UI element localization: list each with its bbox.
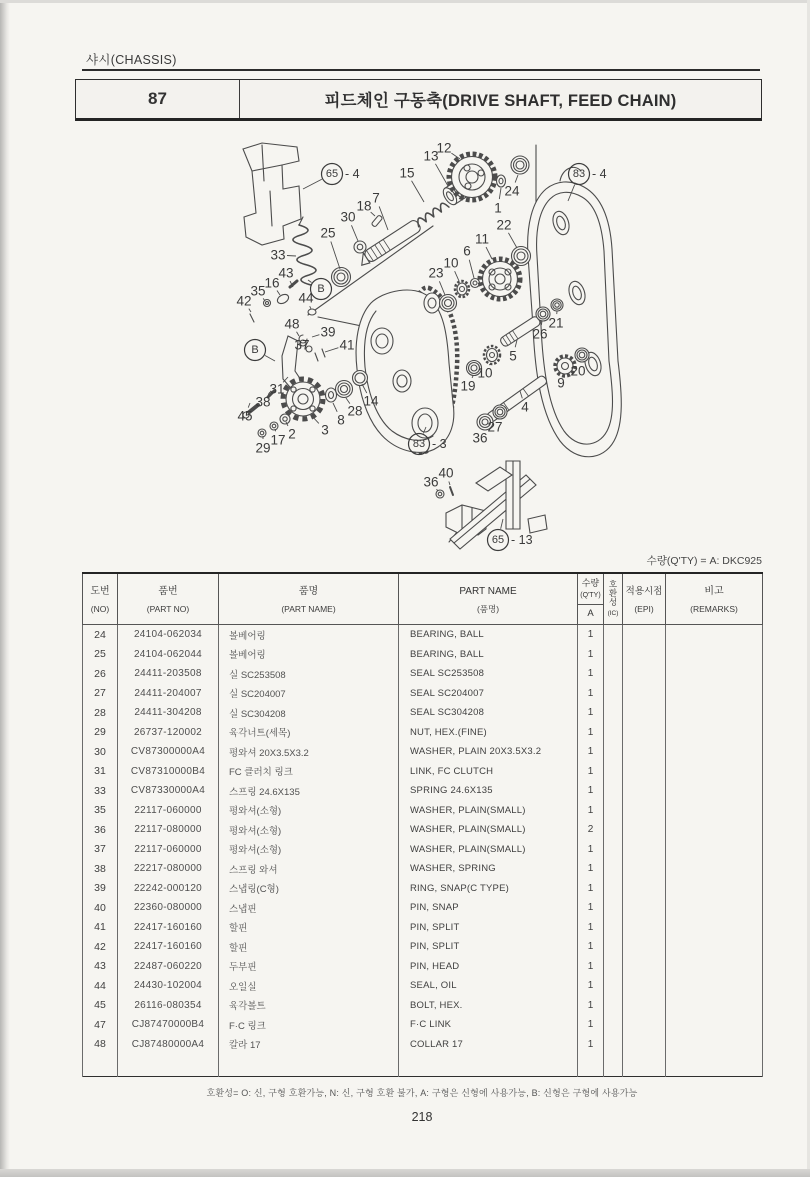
chapter-rule [82, 69, 760, 71]
diagram-callout: 27 [487, 419, 503, 435]
diagram-callout: 8 [337, 412, 345, 428]
diagram-callout: 10 [443, 255, 459, 271]
col-header-qty: 수량 (Q'TY) [578, 573, 604, 605]
diagram-callout-suffix: - 3 [432, 437, 447, 451]
diagram-callout: 40 [438, 465, 454, 481]
diagram-callout: 19 [460, 378, 476, 394]
qty-note: 수량(Q'TY) = A: DKC925 [646, 555, 762, 567]
diagram-callout: 83 [412, 438, 426, 450]
table-row: 43 22487-060220 두부핀 PIN, HEAD 1 [83, 957, 763, 977]
chapter-label: 샤시(CHASSIS) [86, 53, 177, 67]
diagram-callout: 48 [284, 316, 300, 332]
diagram-callout: 43 [278, 265, 294, 281]
diagram-callout: 28 [347, 403, 363, 419]
diagram-callout: 35 [250, 283, 266, 299]
diagram-callout: B [317, 283, 325, 295]
section-title: 피드체인 구동축(DRIVE SHAFT, FEED CHAIN) [324, 92, 677, 110]
diagram-callout: 25 [320, 225, 336, 241]
diagram-callout: 36 [423, 474, 439, 490]
col-header-qty-a: A [578, 605, 604, 625]
diagram-callout: 26 [532, 326, 548, 342]
table-row: 33 CV87330000A4 스프링 24.6X135 SPRING 24.6X135 1 [83, 781, 763, 801]
col-header-epi: 적용시점 (EPI) [623, 573, 666, 625]
diagram-callout: B [251, 344, 259, 356]
diagram-callout: 6 [463, 243, 471, 259]
diagram-callout: 3 [321, 422, 329, 438]
table-row: 35 22117-060000 평와셔(소형) WASHER, PLAIN(SMALL) 1 [83, 801, 763, 821]
diagram-callout: 31 [269, 381, 285, 397]
page-number: 218 [411, 1110, 433, 1124]
diagram-callout: 2 [288, 426, 296, 442]
diagram-callout: 65 [491, 534, 505, 546]
diagram-callout: 37 [294, 337, 310, 353]
diagram-callout: 33 [270, 247, 286, 263]
scan-edge-bottom [0, 1169, 810, 1177]
diagram-callout: 42 [236, 293, 252, 309]
diagram-callout: 13 [423, 148, 439, 164]
col-header-name-en: PART NAME (품명) [399, 573, 578, 625]
diagram-callout-suffix: - 4 [592, 167, 607, 181]
parts-table-header [83, 573, 763, 625]
diagram-callout: 18 [356, 198, 372, 214]
table-row: 26 24411-203508 실 SC253508 SEAL SC253508 1 [83, 664, 763, 684]
table-row: 29 26737-120002 육각너트(세목) NUT, HEX.(FINE) 1 [83, 723, 763, 743]
diagram-callout: 65 [325, 168, 339, 180]
diagram-callout: 24 [504, 183, 520, 199]
diagram-callout: 10 [477, 365, 493, 381]
diagram-callout: 29 [255, 440, 271, 456]
diagram-callout: 20 [570, 363, 586, 379]
table-row: 44 24430-102004 오일실 SEAL, OIL 1 [83, 976, 763, 996]
diagram-callout: 83 [572, 168, 586, 180]
diagram-callout: 44 [298, 290, 314, 306]
diagram-callout: 12 [436, 140, 452, 156]
table-row: 48 CJ87480000A4 칼라 17 COLLAR 17 1 [83, 1035, 763, 1055]
diagram-callout: 39 [320, 324, 336, 340]
section-title-bar [75, 79, 762, 121]
table-row: 28 24411-304208 실 SC304208 SEAL SC304208 1 [83, 703, 763, 723]
col-header-ic: 호환성 (IC) [604, 573, 623, 625]
diagram-callout: 17 [270, 432, 286, 448]
section-number: 87 [76, 80, 240, 118]
diagram-callout: 16 [264, 275, 280, 291]
table-row: 31 CV87310000B4 FC 클러치 링크 LINK, FC CLUTCH 1 [83, 762, 763, 782]
diagram-callout: 1 [494, 200, 502, 216]
col-header-no: 도번 (NO) [83, 573, 118, 625]
diagram-callout: 7 [372, 190, 380, 206]
table-row: 38 22217-080000 스프링 와셔 WASHER, SPRING 1 [83, 859, 763, 879]
parts-diagram [0, 130, 810, 562]
diagram-callout: 5 [509, 348, 517, 364]
diagram-callout: 11 [474, 231, 490, 247]
table-row: 25 24104-062044 볼베어링 BEARING, BALL 1 [83, 645, 763, 665]
table-row: 30 CV87300000A4 평와셔 20X3.5X3.2 WASHER, PLAIN 20X3.5X3.2 1 [83, 742, 763, 762]
col-header-name-kr: 품명 (PART NAME) [219, 573, 399, 625]
diagram-callout: 45 [237, 408, 253, 424]
diagram-callout: 15 [399, 165, 415, 181]
col-header-partno: 품번 (PART NO) [118, 573, 219, 625]
parts-table-rows [83, 625, 763, 1077]
col-header-remarks: 비고 (REMARKS) [666, 573, 763, 625]
diagram-callout: 23 [428, 265, 444, 281]
diagram-callout: 30 [340, 209, 356, 225]
table-row: 42 22417-160160 할핀 PIN, SPLIT 1 [83, 937, 763, 957]
table-row: 41 22417-160160 할핀 PIN, SPLIT 1 [83, 918, 763, 938]
table-row: 27 24411-204007 실 SC204007 SEAL SC204007 1 [83, 684, 763, 704]
table-row: 40 22360-080000 스냅핀 PIN, SNAP 1 [83, 898, 763, 918]
table-row: 47 CJ87470000B4 F·C 링크 F·C LINK 1 [83, 1015, 763, 1035]
diagram-callout: 4 [521, 399, 529, 415]
diagram-callout-suffix: - 4 [345, 167, 360, 181]
table-row: 37 22117-060000 평와셔(소형) WASHER, PLAIN(SMALL) 1 [83, 840, 763, 860]
diagram-callout: 22 [496, 217, 512, 233]
parts-table [82, 572, 763, 1077]
diagram-callout: 36 [472, 430, 488, 446]
diagram-callout: 21 [548, 315, 564, 331]
diagram-callout-suffix: - 13 [511, 533, 533, 547]
table-row: 45 26116-080354 육각볼트 BOLT, HEX. 1 [83, 996, 763, 1016]
scan-edge-top [0, 0, 810, 3]
compatibility-footnote: 호환성= O: 신, 구형 호환가능, N: 신, 구형 호환 불가, A: 구형은 신형에 사용가능, B: 신형은 구형에 사용가능 [206, 1088, 638, 1098]
table-filler-row [83, 1054, 763, 1077]
diagram-callout: 14 [363, 393, 379, 409]
table-row: 39 22242-000120 스냅링(C형) RING, SNAP(C TYPE) 1 [83, 879, 763, 899]
diagram-callout: 9 [557, 375, 565, 391]
diagram-callout: 41 [339, 337, 355, 353]
diagram-callout: 38 [255, 394, 271, 410]
table-row: 36 22117-080000 평와셔(소형) WASHER, PLAIN(SMALL) 2 [83, 820, 763, 840]
table-row: 24 24104-062034 볼베어링 BEARING, BALL 1 [83, 625, 763, 645]
